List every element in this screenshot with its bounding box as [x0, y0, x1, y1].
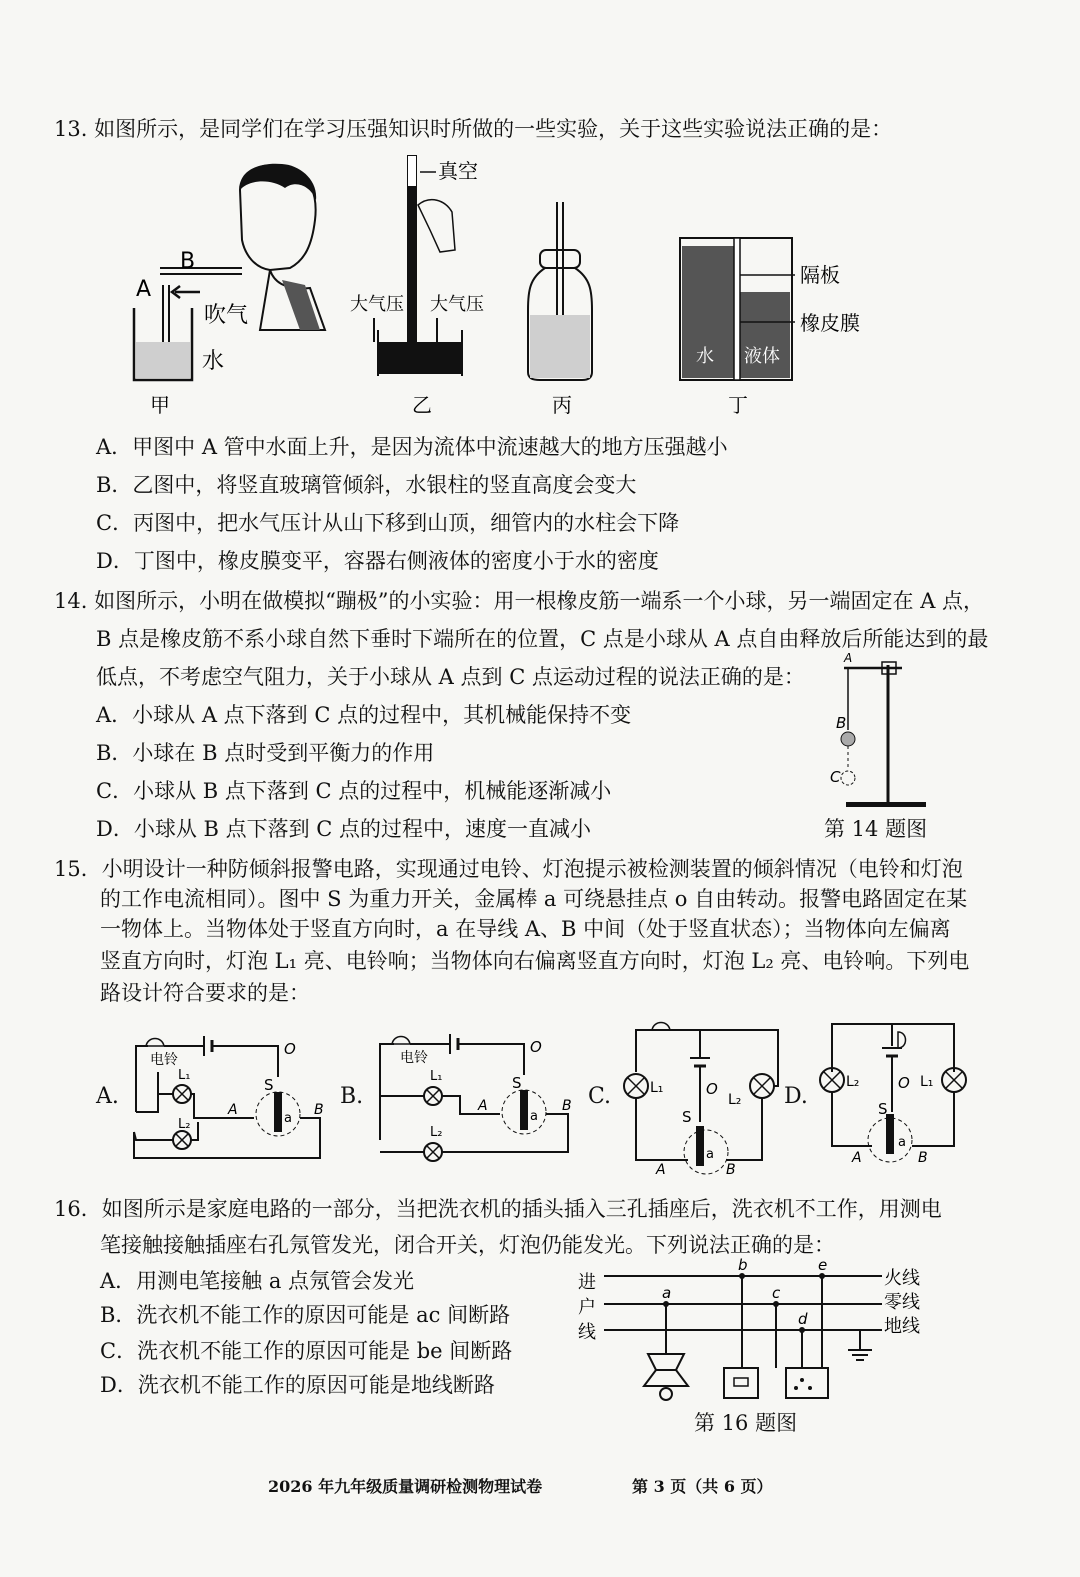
- q14-option-c: C．小球从 B 点下落到 C 点的过程中，机械能逐渐减小: [96, 779, 612, 803]
- label-a-rod: a: [284, 1111, 292, 1126]
- label-wire-b: B: [314, 1102, 324, 1118]
- label-atm-left: 大气压: [350, 294, 404, 315]
- footer-title: 2026 年九年级质量调研检测物理试卷: [268, 1477, 543, 1496]
- label-wire-b: B: [562, 1098, 572, 1114]
- label-l1: L₁: [430, 1069, 443, 1084]
- q15-stem-line-4: 竖直方向时，灯泡 L₁ 亮、电铃响；当物体向右偏离竖直方向时，灯泡 L₂ 亮、电铃响。下列电: [100, 949, 970, 973]
- label-c: C: [830, 768, 841, 786]
- q14-stem-line-3: 低点，不考虑空气阻力，关于小球从 A 点到 C 点运动过程的说法正确的是：: [96, 665, 805, 689]
- label-yi: 乙: [412, 393, 432, 417]
- label-point-e: e: [818, 1256, 828, 1274]
- label-s: S: [512, 1074, 522, 1092]
- label-jin: 进: [578, 1272, 596, 1293]
- q15-option-letter-c: C.: [588, 1084, 612, 1109]
- label-a-rod: a: [706, 1147, 714, 1162]
- label-bell: 电铃: [150, 1052, 178, 1068]
- label-point-c: c: [772, 1284, 781, 1302]
- label-wire-a: A: [656, 1162, 666, 1178]
- label-live: 火线: [884, 1268, 920, 1289]
- q13-option-d: D．丁图中，橡皮膜变平，容器右侧液体的密度小于水的密度: [96, 549, 659, 573]
- label-water-ding: 水: [696, 346, 714, 367]
- q16-stem-line-1: 16．如图所示是家庭电路的一部分，当把洗衣机的插头插入三孔插座后，洗衣机不工作，用测电: [54, 1197, 942, 1221]
- footer-page: 第 3 页（共 6 页）: [632, 1477, 773, 1496]
- label-ground: 地线: [884, 1316, 920, 1337]
- q15-stem-line-2: 的工作电流相同）。图中 S 为重力开关，金属棒 a 可绕悬挂点 o 自由转动。报警电路固定在某: [100, 887, 968, 911]
- label-jia: 甲: [150, 393, 170, 417]
- q16-option-d: D．洗衣机不能工作的原因可能是地线断路: [100, 1373, 495, 1397]
- label-l2: L₂: [728, 1092, 742, 1108]
- q14-stem-line-2: B 点是橡皮筋不系小球自然下垂时下端所在的位置，C 点是小球从 A 点自由释放后所能达到的最: [96, 627, 989, 651]
- q16-figure: [576, 1258, 956, 1408]
- q16-option-a: A．用测电笔接触 a 点氖管会发光: [100, 1269, 415, 1293]
- label-wire-b: B: [918, 1150, 928, 1166]
- q15-circuit-b: [374, 1030, 584, 1160]
- label-l1: L₁: [920, 1074, 934, 1090]
- q15-circuit-d: [818, 1012, 968, 1172]
- q14-stem-line-1: 14. 如图所示，小明在做模拟“蹦极”的小实验：用一根橡皮筋一端系一个小球，另一端固定在 A 点，: [54, 589, 985, 613]
- label-wire-b: B: [726, 1162, 736, 1178]
- fig-yi: [350, 155, 484, 417]
- label-point-b: b: [738, 1256, 748, 1274]
- label-s: S: [264, 1076, 274, 1094]
- label-a-rod: a: [898, 1135, 906, 1150]
- q14-caption: 第 14 题图: [824, 817, 928, 841]
- label-neutral: 零线: [884, 1292, 920, 1313]
- label-l2: L₂: [846, 1074, 860, 1090]
- label-xian: 线: [578, 1322, 596, 1343]
- q13-option-b: B．乙图中，将竖直玻璃管倾斜，水银柱的竖直高度会变大: [96, 473, 637, 497]
- label-water: 水: [202, 349, 225, 374]
- fig-jia: [134, 164, 325, 417]
- label-o: O: [284, 1040, 296, 1058]
- q16-caption: 第 16 题图: [694, 1411, 798, 1435]
- label-l1: L₁: [178, 1068, 191, 1083]
- fig-bing: [528, 202, 592, 417]
- label-wire-a: A: [228, 1102, 238, 1118]
- q16-option-c: C．洗衣机不能工作的原因可能是 be 间断路: [100, 1339, 513, 1363]
- q14-option-b: B．小球在 B 点时受到平衡力的作用: [96, 741, 435, 765]
- label-bell: 电铃: [400, 1050, 428, 1066]
- q14-figure: [830, 650, 956, 810]
- label-membrane: 橡皮膜: [800, 311, 860, 335]
- q14-option-a: A．小球从 A 点下落到 C 点的过程中，其机械能保持不变: [96, 703, 632, 727]
- q15-stem-line-1: 15．小明设计一种防倾斜报警电路，实现通过电铃、灯泡提示被检测装置的倾斜情况（电铃和灯泡: [54, 857, 963, 881]
- label-hu: 户: [578, 1297, 596, 1318]
- label-o: O: [898, 1074, 910, 1092]
- label-ding: 丁: [728, 393, 748, 417]
- fig-ding: [680, 238, 860, 417]
- q15-circuit-a: [128, 1032, 338, 1162]
- q14-option-d: D．小球从 B 点下落到 C 点的过程中，速度一直减小: [96, 817, 592, 841]
- label-b: B: [836, 714, 847, 732]
- label-wire-a: A: [852, 1150, 862, 1166]
- label-l1: L₁: [650, 1080, 664, 1096]
- q15-option-letter-d: D.: [784, 1084, 808, 1109]
- label-blow: 吹气: [204, 303, 249, 328]
- q13-figure: [0, 150, 1080, 450]
- label-a: A: [136, 277, 152, 302]
- label-vacuum: 真空: [438, 159, 478, 183]
- label-s: S: [682, 1108, 692, 1126]
- label-point-d: d: [798, 1310, 808, 1328]
- q15-option-letter-a: A.: [96, 1084, 119, 1109]
- label-o: O: [706, 1080, 718, 1098]
- label-bing: 丙: [552, 393, 572, 417]
- label-l2: L₂: [430, 1125, 443, 1140]
- label-wire-a: A: [478, 1098, 488, 1114]
- q13-stem: 13. 如图所示，是同学们在学习压强知识时所做的一些实验，关于这些实验说法正确的是：: [54, 117, 893, 141]
- q15-circuit-c: [622, 1012, 802, 1178]
- q13-option-c: C．丙图中，把水气压计从山下移到山顶，细管内的水柱会下降: [96, 511, 680, 535]
- q15-option-letter-b: B.: [340, 1084, 364, 1109]
- label-o: O: [530, 1038, 542, 1056]
- label-atm-right: 大气压: [430, 294, 484, 315]
- label-l2: L₂: [178, 1117, 191, 1132]
- label-a-rod: a: [530, 1109, 538, 1124]
- q15-stem-line-5: 路设计符合要求的是：: [100, 981, 310, 1005]
- label-a: A: [844, 651, 853, 665]
- q16-option-b: B．洗衣机不能工作的原因可能是 ac 间断路: [100, 1303, 511, 1327]
- label-s: S: [878, 1100, 888, 1118]
- q15-stem-line-3: 一物体上。当物体处于竖直方向时，a 在导线 A、B 中间（处于竖直状态）；当物体向左偏离: [100, 917, 951, 941]
- label-partition: 隔板: [800, 263, 840, 287]
- label-b: B: [180, 249, 196, 274]
- q16-stem-line-2: 笔接触接触插座右孔氖管发光，闭合开关，灯泡仍能发光。下列说法正确的是：: [100, 1233, 835, 1257]
- q13-option-a: A．甲图中 A 管中水面上升，是因为流体中流速越大的地方压强越小: [96, 435, 728, 459]
- label-liquid: 液体: [744, 346, 780, 367]
- label-point-a: a: [662, 1284, 672, 1302]
